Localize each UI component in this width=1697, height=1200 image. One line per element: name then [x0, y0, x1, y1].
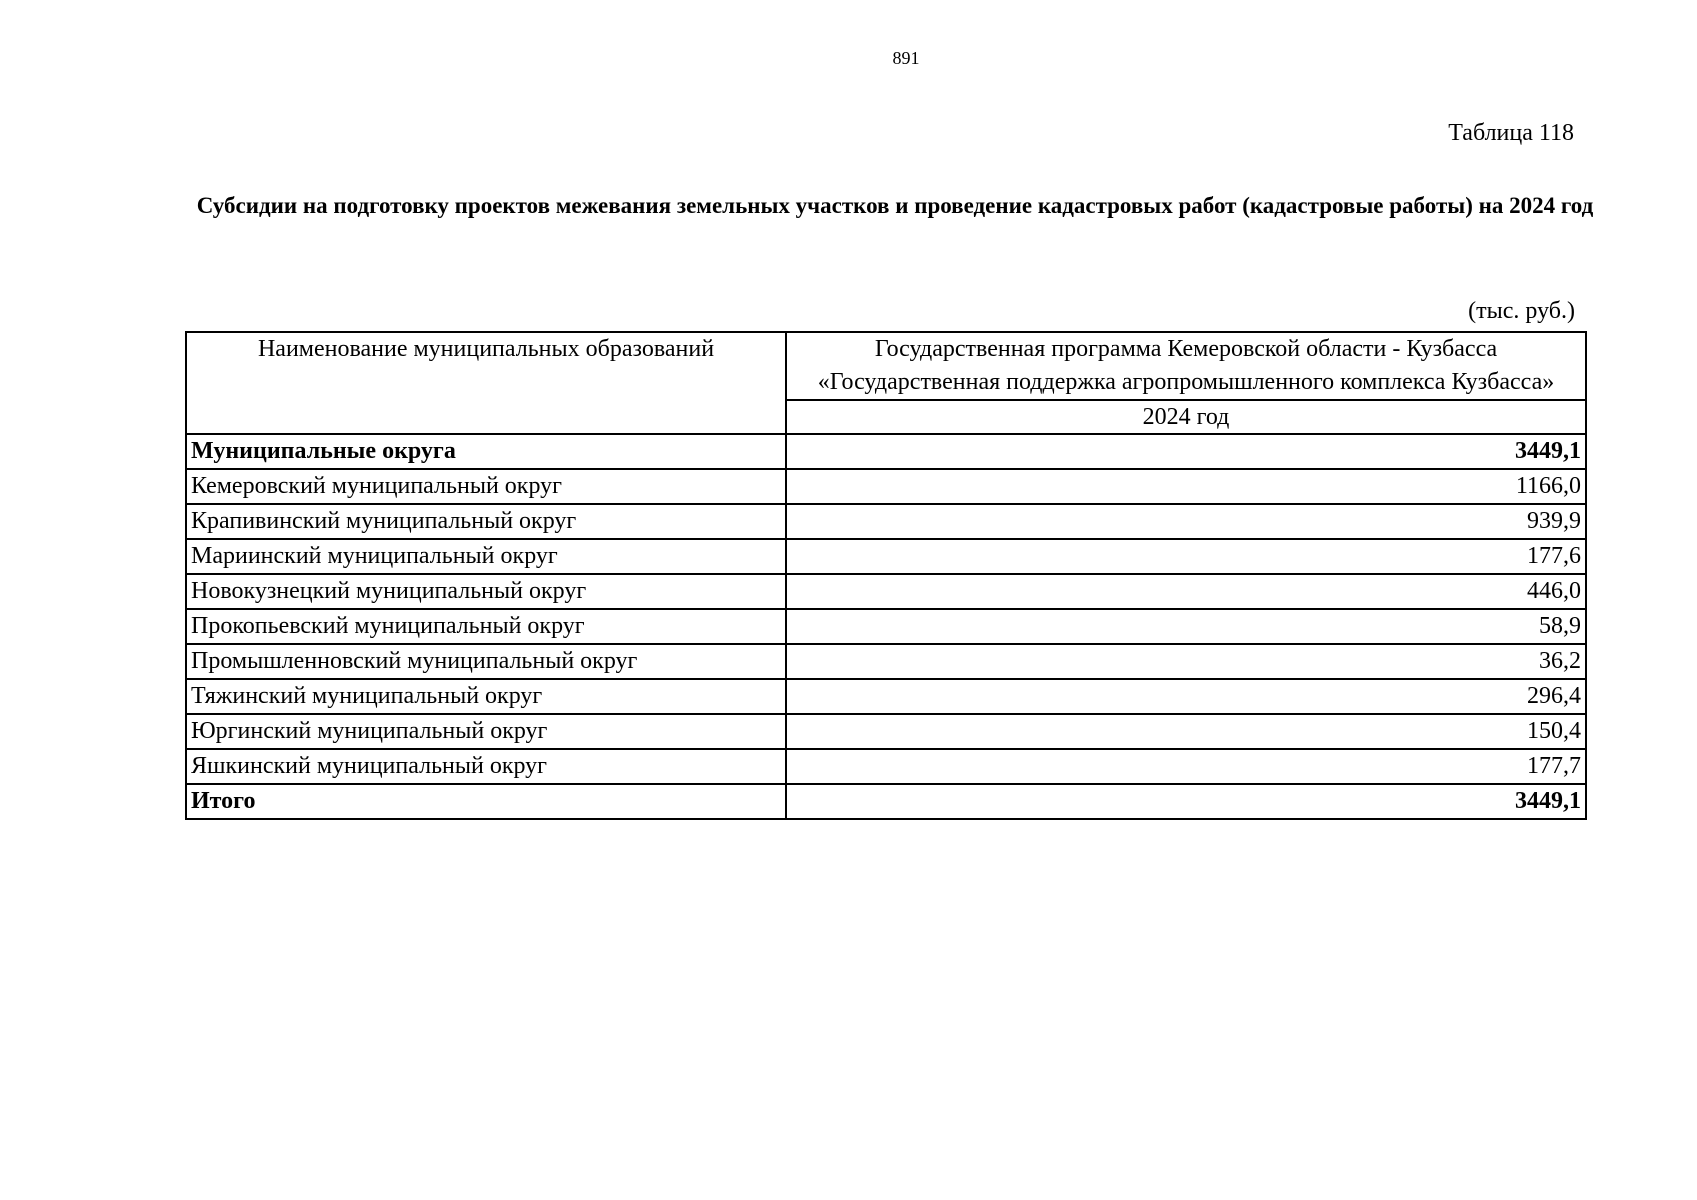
row-name: Яшкинский муниципальный округ — [186, 749, 786, 784]
row-name: Промышленновский муниципальный округ — [186, 644, 786, 679]
table-label: Таблица 118 — [1448, 120, 1574, 146]
row-value: 150,4 — [786, 714, 1586, 749]
table-header-row — [186, 332, 1586, 400]
row-name: Юргинский муниципальный округ — [186, 714, 786, 749]
row-name: Новокузнецкий муниципальный округ — [186, 574, 786, 609]
page-number: 891 — [892, 48, 920, 68]
table-row — [186, 574, 1586, 609]
unit-label: (тыс. руб.) — [1468, 298, 1575, 324]
table-row-total — [186, 784, 1586, 819]
row-value: 177,6 — [786, 539, 1586, 574]
table-row-subtotal — [186, 434, 1586, 469]
table-row — [186, 609, 1586, 644]
table-row — [186, 469, 1586, 504]
subsidies-table — [185, 331, 1587, 820]
table-row — [186, 644, 1586, 679]
row-value: 177,7 — [786, 749, 1586, 784]
document-title: Субсидии на подготовку проектов межевания земельных участков и проведение кадастровых работ (кадастровые работы) на 2024 год — [196, 193, 1594, 218]
row-value: 58,9 — [786, 609, 1586, 644]
row-value: 939,9 — [786, 504, 1586, 539]
table-row — [186, 749, 1586, 784]
row-name: Кемеровский муниципальный округ — [186, 469, 786, 504]
row-value: 446,0 — [786, 574, 1586, 609]
row-name: Итого — [186, 784, 786, 819]
row-value: 3449,1 — [786, 434, 1586, 469]
row-value: 296,4 — [786, 679, 1586, 714]
table-row — [186, 504, 1586, 539]
row-name: Мариинский муниципальный округ — [186, 539, 786, 574]
table-row — [186, 714, 1586, 749]
header-year: 2024 год — [786, 400, 1586, 434]
row-name: Прокопьевский муниципальный округ — [186, 609, 786, 644]
row-name: Тяжинский муниципальный округ — [186, 679, 786, 714]
table-row — [186, 539, 1586, 574]
row-value: 1166,0 — [786, 469, 1586, 504]
table-row — [186, 679, 1586, 714]
row-value: 36,2 — [786, 644, 1586, 679]
row-name: Крапивинский муниципальный округ — [186, 504, 786, 539]
header-municipality-name: Наименование муниципальных образований — [186, 332, 786, 434]
row-name: Муниципальные округа — [186, 434, 786, 469]
row-value: 3449,1 — [786, 784, 1586, 819]
header-state-program: Государственная программа Кемеровской области - Кузбасса «Государственная поддержка агропромышленного комплекса Кузбасса» — [786, 332, 1586, 400]
